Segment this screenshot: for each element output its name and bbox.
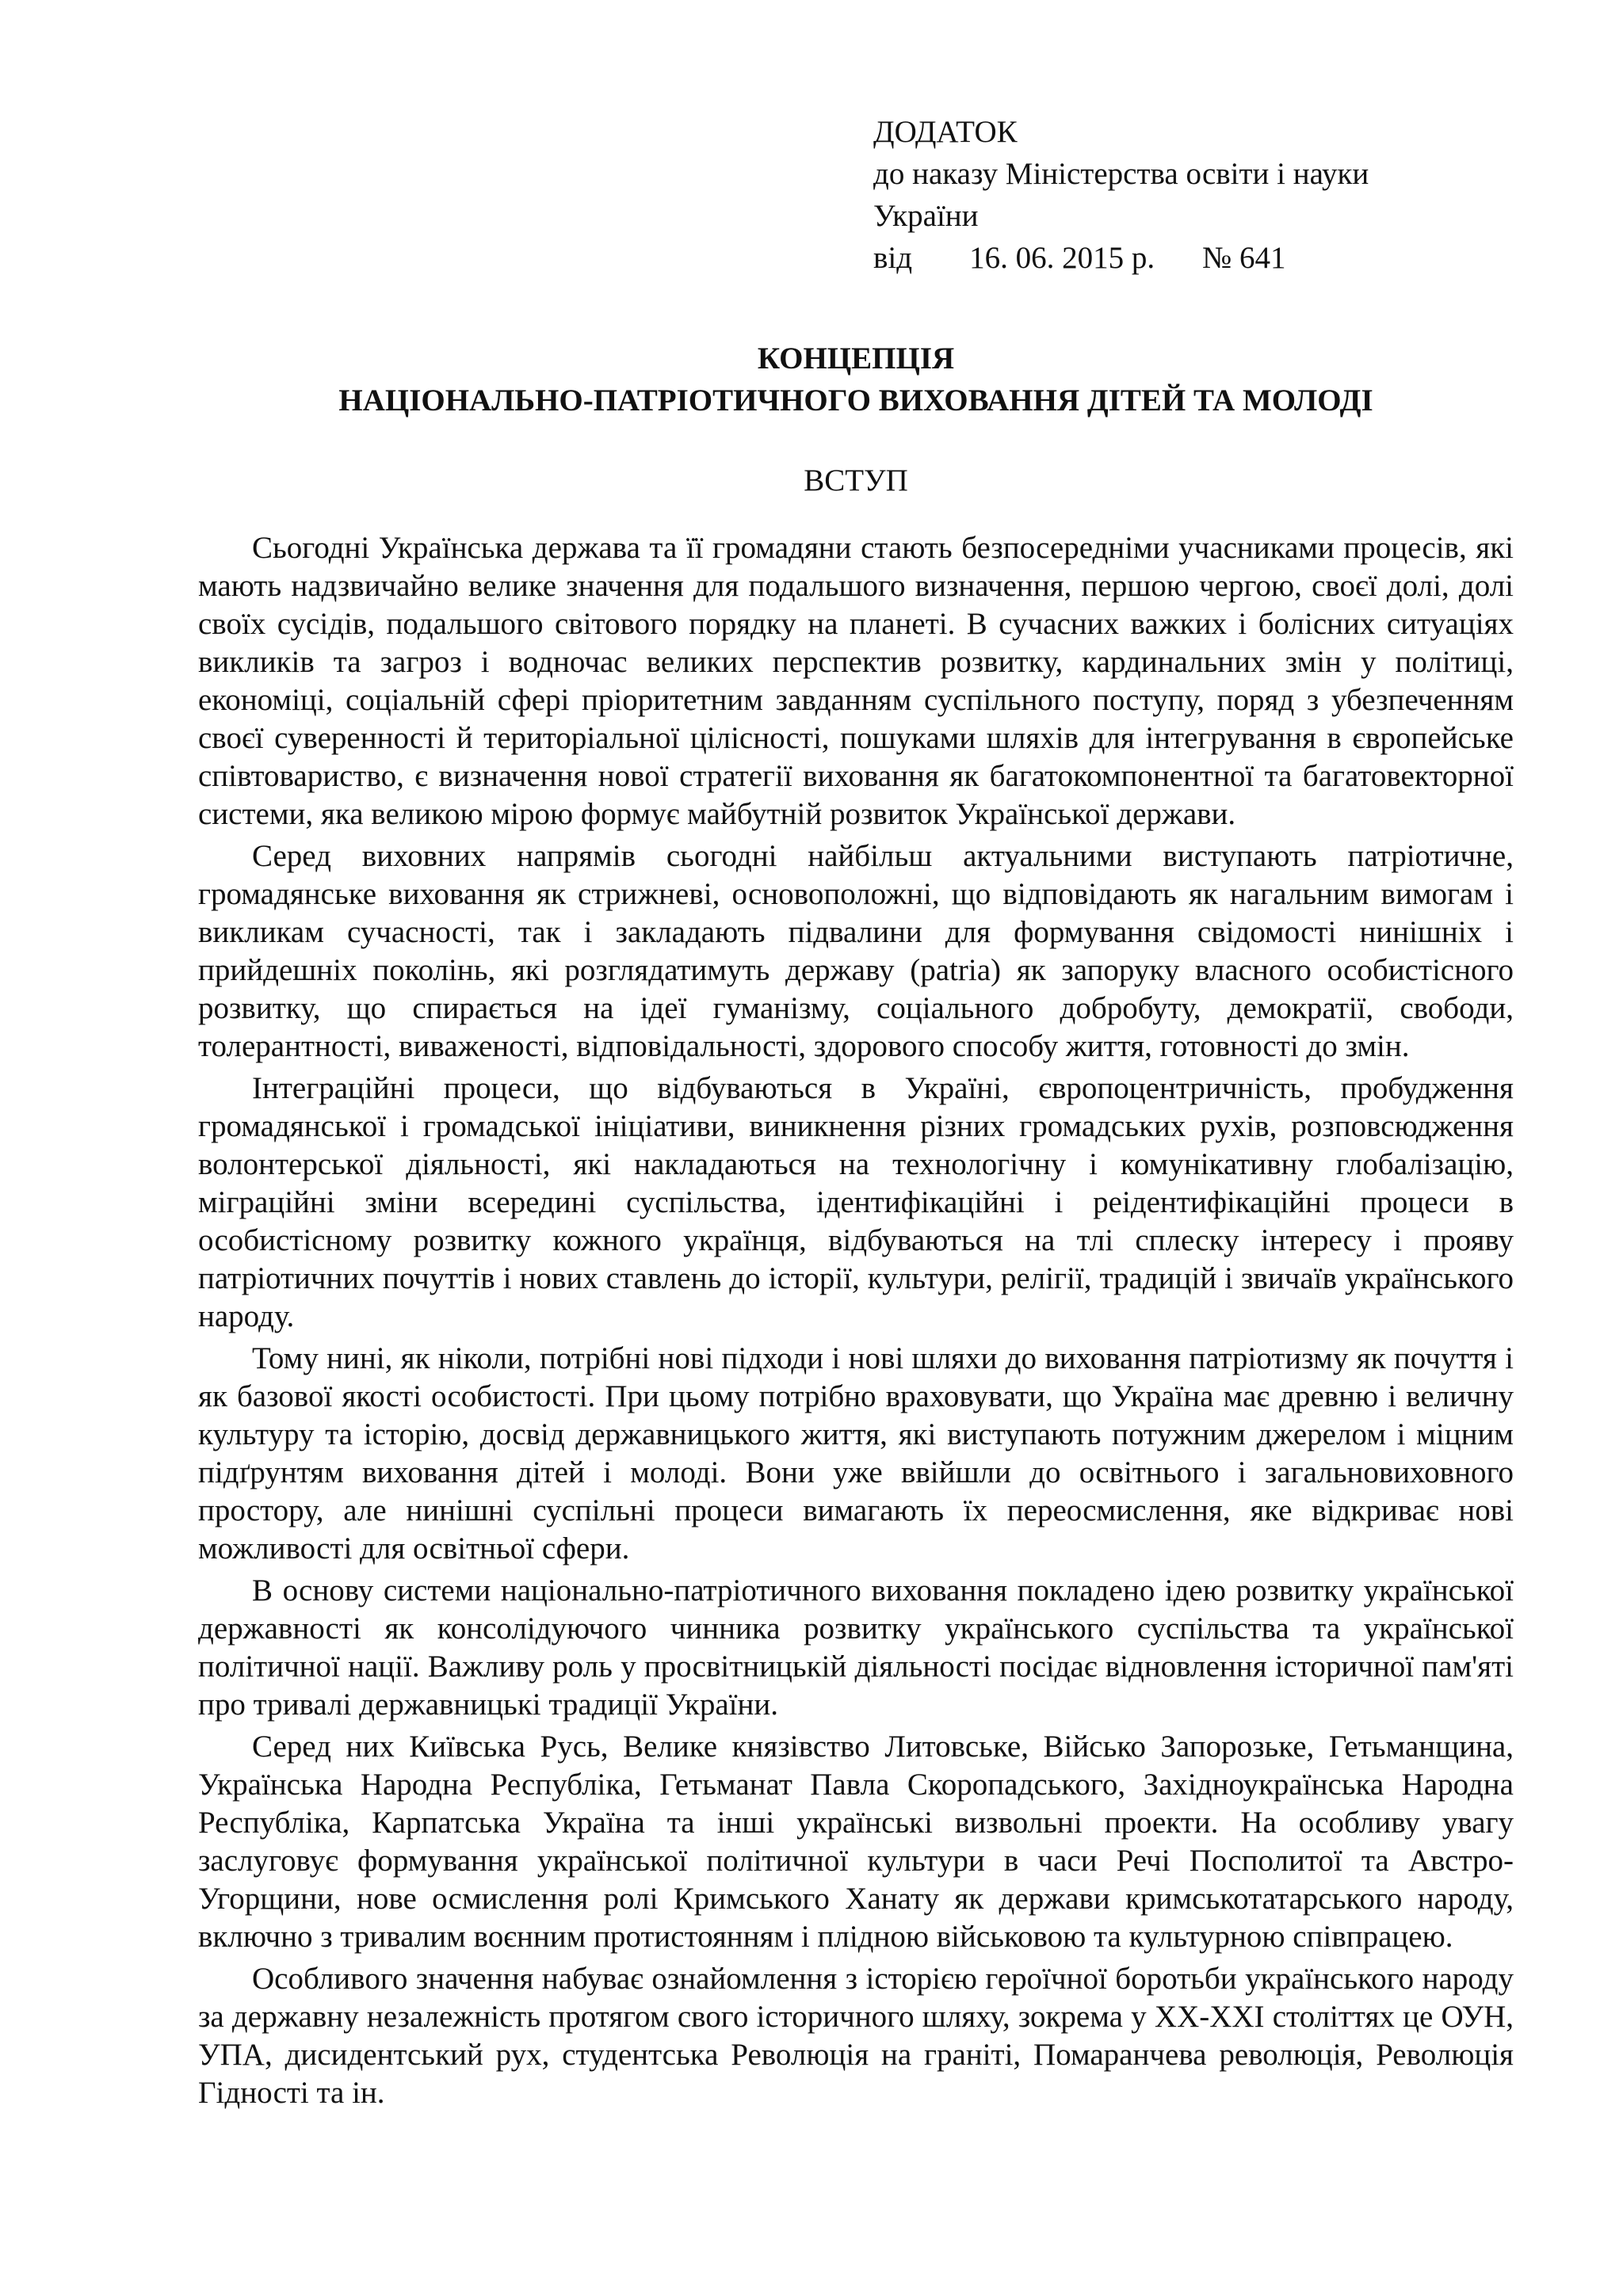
paragraph: Особливого значення набуває ознайомлення з історією героїчної боротьби українського народу за державну незалежність протягом свого історичного шляху, зокрема у ХХ-ХХІ століттях це ОУН, УПА, дисидентський рух, студентська Революція на граніті, Помаранчева революція, Революція Гідності та ін.: [198, 1962, 1514, 2110]
document-title: [198, 338, 1514, 421]
paragraph: Серед них Київська Русь, Велике князівство Литовське, Військо Запорозьке, Гетьманщина, Українська Народна Республіка, Гетьманат Павла Скоропадського, Західноукраїнська Народна Республіка, Карпатська Україна та інші українські визвольні проекти. На особливу увагу заслуговує формування української політичної культури в часи Речі Посполитої та Австро-Угорщини, нове осмислення ролі Кримського Ханату як держави кримськотатарського народу, включно з тривалим воєнним протистоянням і плідною військовою та культурною співпрацею.: [198, 1730, 1514, 1954]
annex-block: [873, 111, 1571, 279]
paragraph: Тому нині, як ніколи, потрібні нові підходи і нові шляхи до виховання патріотизму як почуття і як базової якості особистості. При цьому потрібно враховувати, що Україна має древню і величну культуру та історію, досвід державницького життя, які виступають потужним джерелом і міцним підґрунтям виховання дітей і молоді. Вони уже ввійшли до освітнього і загальновиховного простору, але нинішні суспільні процеси вимагають їх переосмислення, яке відкриває нові можливості для освітньої сфери.: [198, 1341, 1514, 1566]
annex-date-prefix: від: [873, 241, 913, 275]
title-line-1: КОНЦЕПЦІЯ: [757, 341, 955, 376]
paragraph: Серед виховних напрямів сьогодні найбільш актуальними виступають патріотичне, громадянське виховання як стрижневі, основоположні, що відповідають як нагальним вимогам і викликам сучасності, так і закладають підвалини для формування свідомості нинішніх і прийдешніх поколінь, які розглядатимуть державу (patria) як запоруку власного особистісного розвитку, що спирається на ідеї гуманізму, соціального добробуту, демократії, свободи, толерантності, виваженості, відповідальності, здорового способу життя, готовності до змін.: [198, 839, 1514, 1063]
annex-label: ДОДАТОК: [873, 115, 1018, 149]
annex-country-line: України: [873, 199, 979, 233]
title-line-2: НАЦІОНАЛЬНО-ПАТРІОТИЧНОГО ВИХОВАННЯ ДІТЕЙ ТА МОЛОДІ: [338, 383, 1373, 418]
annex-number: № 641: [1202, 241, 1286, 275]
annex-date: 16. 06. 2015 р.: [969, 241, 1155, 275]
section-heading: ВСТУП: [804, 463, 908, 498]
document-body: [198, 529, 1514, 2116]
paragraph: В основу системи національно-патріотичного виховання покладено ідею розвитку української державності як консолідуючого чинника розвитку українського суспільства та української політичної нації. Важливу роль у просвітницькій діяльності посідає відновлення історичної пам'яті про тривалі державницькі традиції України.: [198, 1573, 1514, 1722]
annex-order-line: до наказу Міністерства освіти і науки: [873, 157, 1369, 191]
paragraph: Сьогодні Українська держава та її громадяни стають безпосередніми учасниками процесів, які мають надзвичайно велике значення для подальшого визначення, першою чергою, своєї долі, долі своїх сусідів, подальшого світового порядку на планеті. В сучасних важких і болісних ситуаціях викликів та загроз і водночас великих перспектив розвитку, кардинальних змін у політиці, економіці, соціальній сфері пріоритетним завданням суспільного поступу, поряд з убезпеченням своєї суверенності й територіальної цілісності, пошуками шляхів для інтегрування в європейське співтовариство, є визначення нової стратегії виховання як багатокомпонентної та багатовекторної системи, яка великою мірою формує майбутній розвиток Української держави.: [198, 531, 1514, 831]
paragraph: Інтеграційні процеси, що відбуваються в Україні, європоцентричність, пробудження громадянської і громадської ініціативи, виникнення різних громадських рухів, розповсюдження волонтерської діяльності, які накладаються на технологічну і комунікативну глобалізацію, міграційні зміни всередині суспільства, ідентифікаційні і реідентифікаційні процеси в особистісному розвитку кожного українця, відбуваються на тлі сплеску інтересу і прояву патріотичних почуттів і нових ставлень до історії, культури, релігії, традицій і звичаїв українського народу.: [198, 1071, 1514, 1333]
annex-date-line: [873, 237, 1571, 279]
